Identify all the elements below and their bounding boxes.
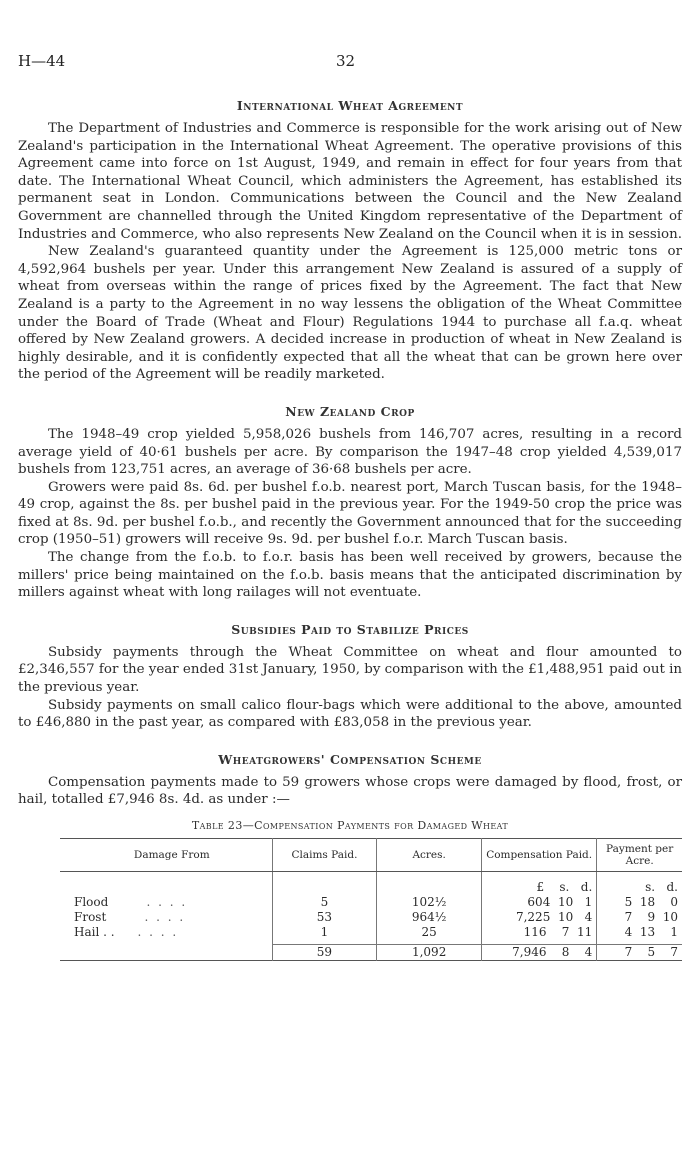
section-heading-wheat-agreement: International Wheat Agreement [236, 98, 464, 113]
paragraph: Subsidy payments on small calico flour-bags which were additional to the above, amounted to £46,880 in the past year, as compared with £83,058 in the previous year. [18, 697, 682, 731]
per-acre-cell: 5 18 0 [597, 895, 682, 910]
damage-type: Hail . . [74, 925, 115, 940]
table-row [60, 925, 682, 945]
table-row [60, 910, 682, 925]
damage-type: Flood [74, 895, 109, 909]
damage-type: Frost [74, 910, 107, 924]
paragraph: Subsidy payments through the Wheat Committee on wheat and flour amounted to £2,346,557 for the year ended 31st January, 1950, by comparison with the £1,488,951 paid out in the previous year. [18, 644, 682, 696]
paragraph: New Zealand's guaranteed quantity under the Agreement is 125,000 metric tons or 4,592,964 bushels per year. Under this arrangement New Zealand is assured of a supply of wheat from overseas within the range of prices fixed by the Agreement. The fact that New Zealand is a party to the Agreement in no way lessens the obligation of the Wheat Committee under the Board of Trade (Wheat and Flour) Regulations 1944 to purchase all f.a.q. wheat offered by New Zealand growers. A decided increase in production of wheat in New Zealand is highly desirable, and it is confidently expected that all the wheat that can be grown here over the period of the Agreement will be readily marketed. [18, 244, 682, 383]
paragraph: The 1948–49 crop yielded 5,958,026 bushels from 146,707 acres, resulting in a record average yield of 40·61 bushels per acre. By comparison the 1947–48 crop yielded 4,539,017 bushels from 123,751 acres, an average of 36·68 bushels per acre. [18, 426, 682, 478]
leader-dots: . . . . [144, 910, 186, 924]
paragraph: The Department of Industries and Commerce is responsible for the work arising out of New Zealand's participation in the International Wheat Agreement. The operative provisions of this Agreement came into force on 1st August, 1949, and remain in effect for four years from that date. The International Wheat Council, which administers the Agreement, has established its permanent seat in London. Communications between the Council and the New Zealand Government are channelled through the United Kingdom representative of the Department of Industries and Commerce, who also represents New Zealand on the Council when it is in session. [18, 121, 682, 242]
acres-cell: 25 [377, 925, 482, 945]
section-heading-compensation: Wheatgrowers' Compensation Scheme [218, 751, 482, 767]
total-row [60, 945, 682, 961]
column-header-acres: Acres. [377, 839, 482, 872]
claims-cell: 1 [272, 925, 377, 945]
document-code: H—44 [18, 52, 66, 70]
leader-dots: . . . . [146, 895, 188, 909]
per-acre-cell: 4 13 1 [597, 925, 682, 945]
leader-dots: . . . . [137, 925, 179, 940]
section-heading-subsidies: Subsidies Paid to Stabilize Prices [231, 621, 469, 637]
acres-cell: 964½ [377, 910, 482, 925]
section-heading-nz-crop: New Zealand Crop [285, 403, 415, 419]
compensation-cell: 7,225 10 4 [482, 910, 597, 925]
column-header-claims: Claims Paid. [272, 839, 377, 872]
column-header-payment-per-acre: Payment per Acre. [597, 839, 682, 872]
paragraph: Compensation payments made to 59 growers whose crops were damaged by flood, frost, or hail, totalled £7,946 8s. 4d. as under :— [18, 774, 682, 808]
paragraph: The change from the f.o.b. to f.o.r. basis has been well received by growers, because the millers' price being maintained on the f.o.b. basis means that the anticipated discrimination by millers against wheat with long railages will not eventuate. [18, 550, 682, 601]
compensation-table [60, 838, 682, 962]
column-header-compensation: Compensation Paid. [482, 839, 597, 872]
units-row [60, 872, 682, 896]
column-header-damage: Damage From [60, 839, 272, 872]
claims-cell: 5 [272, 895, 377, 910]
total-compensation: 7,946 8 4 [482, 945, 597, 961]
paragraph: Growers were paid 8s. 6d. per bushel f.o.b. nearest port, March Tuscan basis, for the 1948–49 crop, against the 8s. per bushel paid in the previous year. For the 1949-50 crop the price was fixed at 8s. 9d. per bushel f.o.b., and recently the Government announced that for the succeeding crop (1950–51) growers will receive 9s. 9d. per bushel f.o.r. March Tuscan basis. [18, 479, 682, 548]
total-per-acre: 7 5 7 [597, 945, 682, 961]
compensation-cell: 604 10 1 [482, 895, 597, 910]
total-claims: 59 [272, 945, 377, 961]
per-acre-cell: 7 9 10 [597, 910, 682, 925]
page-body [18, 52, 682, 962]
compensation-cell: 116 7 11 [482, 925, 597, 945]
units-per-acre: s. d. [597, 872, 682, 896]
units-compensation: £ s. d. [482, 872, 597, 896]
acres-cell: 102½ [377, 895, 482, 910]
table-caption: Table 23—Compensation Payments for Damaged Wheat [191, 819, 509, 832]
claims-cell: 53 [272, 910, 377, 925]
page-number: 32 [336, 52, 356, 70]
total-acres: 1,092 [377, 945, 482, 961]
table-row [60, 895, 682, 910]
